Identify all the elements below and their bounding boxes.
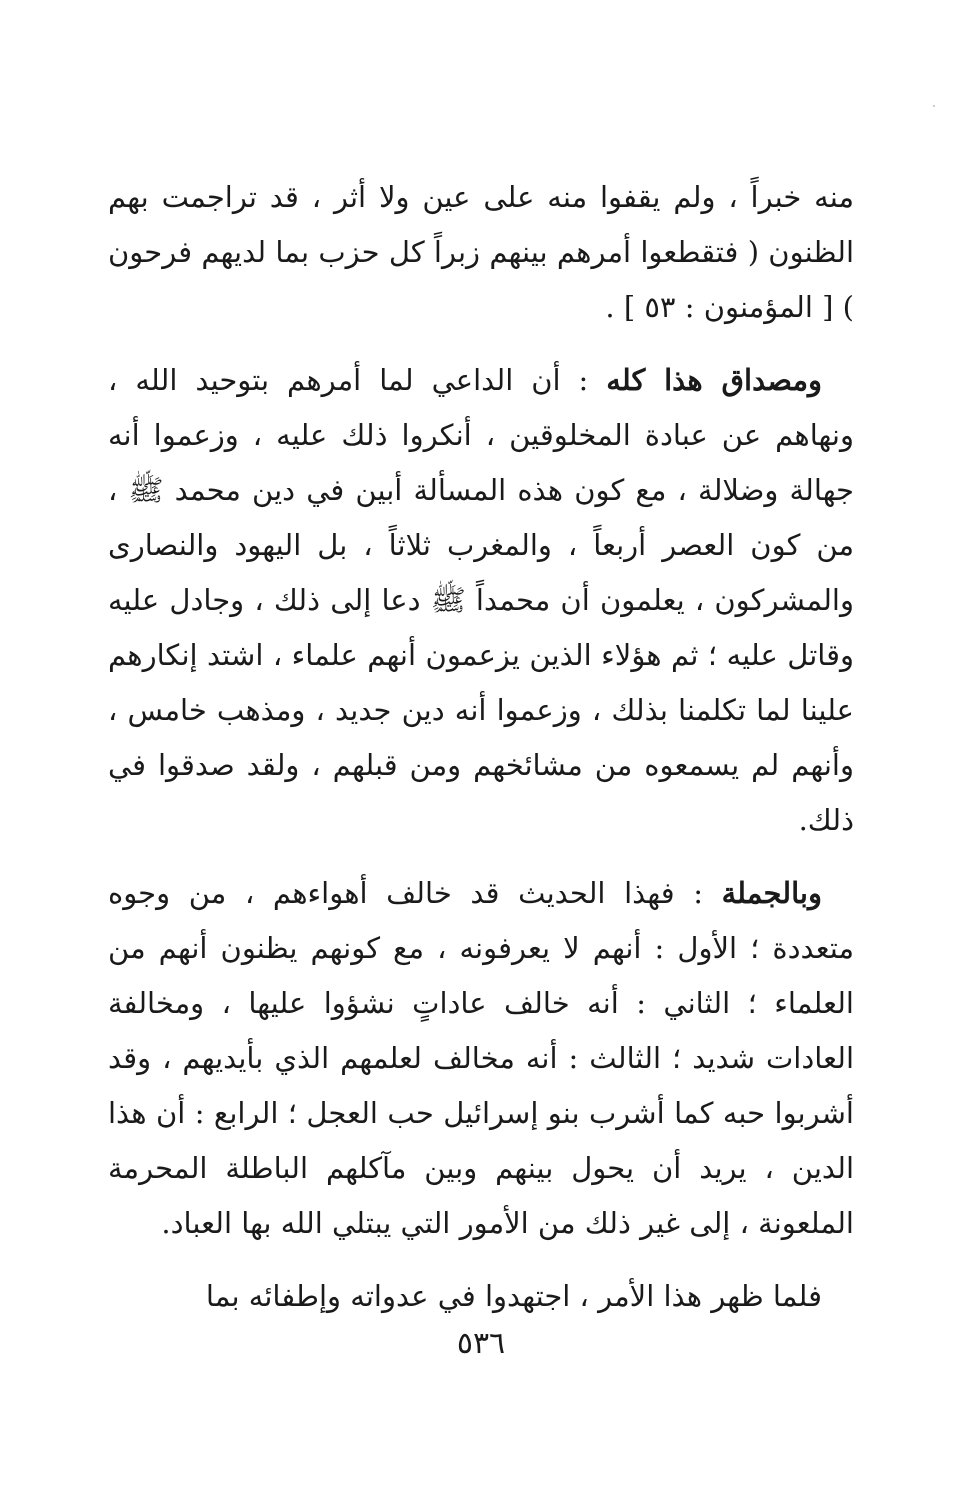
body-text <box>108 170 854 1324</box>
book-page <box>0 170 962 1490</box>
scan-speck <box>933 105 935 107</box>
paragraph-continuation <box>108 170 854 335</box>
paragraph-text: : فهذا الحديث قد خالف أهواءهم ، من وجوه متعددة ؛ الأول : أنهم لا يعرفونه ، مع كونهم يظنون أنهم من العلماء ؛ الثاني : أنه خالف عاداتٍ نشؤوا عليها ، ومخالفة العادات شديد ؛ الثالث : أنه مخالف لعلمهم الذي بأيديهم ، وقد أشربوا حبه كما أشرب بنو إسرائيل حب العجل ؛ الرابع : أن هذا الدين ، يريد أن يحول بينهم وبين مآكلهم الباطلة المحرمة الملعونة ، إلى غير ذلك من الأمور التي يبتلي الله بها العباد. <box>108 876 854 1240</box>
paragraph-text: منه خبراً ، ولم يقفوا منه على عين ولا أثر ، قد تراجمت بهم الظنون ( فتقطعوا أمرهم بينهم زبراً كل حزب بما لديهم فرحون ) [ المؤمنون : ٥٣ ] . <box>108 180 854 324</box>
paragraph-lead: وبالجملة <box>721 876 822 910</box>
paragraph-bil-jumla <box>108 866 854 1251</box>
page-number: ٥٣٦ <box>456 1326 506 1361</box>
paragraph-text: فلما ظهر هذا الأمر ، اجتهدوا في عدواته وإطفائه بما <box>205 1279 822 1313</box>
paragraph-lead: ومصداق هذا كله <box>606 363 822 397</box>
paragraph-falamma <box>108 1269 854 1324</box>
paragraph-misdaq <box>108 353 854 848</box>
paragraph-text: : أن الداعي لما أمرهم بتوحيد الله ، ونهاهم عن عبادة المخلوقين ، أنكروا ذلك عليه ، وزعموا أنه جهالة وضلالة ، مع كون هذه المسألة أبين في دين محمد ﷺ ، من كون العصر أربعاً ، والمغرب ثلاثاً ، بل اليهود والنصارى والمشركون ، يعلمون أن محمداً ﷺ دعا إلى ذلك ، وجادل عليه وقاتل عليه ؛ ثم هؤلاء الذين يزعمون أنهم علماء ، اشتد إنكارهم علينا لما تكلمنا بذلك ، وزعموا أنه دين جديد ، ومذهب خامس ، وأنهم لم يسمعوه من مشائخهم ومن قبلهم ، ولقد صدقوا في ذلك. <box>108 363 854 837</box>
